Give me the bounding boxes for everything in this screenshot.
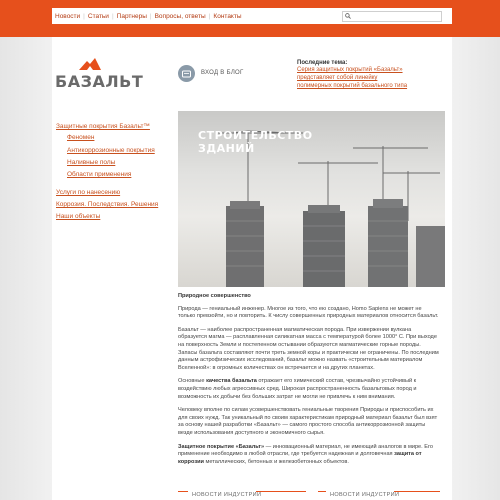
nav-links: [52, 8, 245, 24]
nav-separator: |: [208, 12, 211, 20]
blog-icon: [178, 65, 195, 82]
hero-title-line: ЗДАНИЙ: [198, 142, 255, 155]
sidebar-item-label: Антикоррозионные покрытия: [67, 147, 155, 154]
nav-item-articles[interactable]: Статьи: [87, 12, 109, 20]
divider: [178, 491, 188, 492]
sidebar-item-protective-coatings[interactable]: [56, 123, 150, 130]
sidebar-item-label: Коррозия. Последствия. Решения: [56, 201, 159, 208]
industry-news-bar: [178, 488, 440, 500]
article-paragraph: Человеку вполне по силам усовершенствовать гениальные творения Природы и приспособить их для своих нужд. Так уникальный по своим характеристикам природный материал базальт был взят за основу нашей разработки «Базальт» — самого простого способа антикоррозионной защиты везде использования доступного и экономичного сырья.: [178, 407, 438, 436]
latest-topic: [297, 60, 447, 90]
bold-text: Защитное покрытие «Базальт»: [178, 443, 265, 450]
latest-topic-link-line[interactable]: Серия защитных покрытий «Базальт»: [297, 67, 403, 73]
sidebar-item-objects[interactable]: [56, 213, 100, 220]
sidebar-item-corrosion[interactable]: [56, 201, 158, 208]
search-input[interactable]: [355, 12, 439, 21]
left-background: [0, 37, 52, 500]
sidebar-item-phenomenon[interactable]: [67, 134, 94, 141]
text-span: металлических, бетонных и железобетонных объектов.: [203, 458, 349, 465]
article-paragraph: [178, 378, 440, 401]
bold-text: защита от коррозии: [178, 451, 422, 465]
article: [178, 293, 440, 472]
latest-topic-link-line[interactable]: представляет собой линейку: [297, 75, 378, 81]
nav-separator: |: [83, 12, 85, 20]
text-span: — инновационный материал, не имеющий аналогов в мире. Его применение необходимо в любой отрасли, где требуется надежная и долговечная: [178, 443, 434, 458]
top-navigation: [52, 8, 452, 24]
bold-text: качества базальта: [206, 378, 257, 385]
divider: [256, 491, 306, 492]
nav-item-partners[interactable]: Партнеры: [116, 12, 147, 20]
sidebar-item-label: Наливные полы: [67, 159, 116, 166]
nav-separator: |: [111, 12, 114, 20]
article-heading: Природное совершенство: [178, 293, 251, 299]
nav-separator: |: [149, 12, 152, 20]
divider: [318, 491, 326, 492]
search-box[interactable]: [342, 11, 442, 22]
industry-news-left[interactable]: НОВОСТИ ИНДУСТРИИ: [192, 492, 262, 498]
sidebar-item-applications[interactable]: [67, 171, 131, 178]
sidebar-item-floors[interactable]: [67, 159, 115, 166]
text-span: отражает его химический состав, чрезвычайно устойчивый к воздействию любых агрессивных сред. Широкая распространенность базальтовых пород и возможность их добычи без больших затрат не могли не привлечь к ним внимания.: [178, 378, 417, 400]
search-icon[interactable]: [345, 13, 351, 19]
logo[interactable]: [55, 58, 144, 91]
article-paragraph: Природа — гениальный инженер. Многое из того, что ею создано, Homo Sapiens не может не только превзойти, но и повторить. К числу совершенных природных материалов относится базальт.: [178, 305, 439, 320]
nav-item-contacts[interactable]: Контакты: [213, 12, 242, 20]
divider: [394, 491, 440, 492]
hero-title-line: СТРОИТЕЛЬСТВО: [198, 129, 313, 142]
blog-login[interactable]: [178, 64, 278, 84]
latest-topic-heading: Последние тема:: [297, 60, 348, 66]
article-paragraph: [178, 444, 440, 467]
sidebar-item-anticorrosion[interactable]: [67, 147, 155, 154]
logo-mark-icon: [79, 58, 101, 70]
logo-text: БАЗАЛЬТ: [55, 72, 144, 91]
text-span: Основные: [178, 378, 207, 385]
sidebar-item-services[interactable]: [56, 189, 120, 196]
sidebar-item-label: Наши объекты: [56, 213, 101, 220]
sidebar-item-label: Феномен: [67, 134, 95, 141]
nav-item-faq[interactable]: Вопросы, ответы: [154, 12, 206, 20]
blog-login-label: ВХОД В БЛОГ: [201, 70, 244, 76]
hero-title: [198, 129, 313, 155]
sidebar-item-label: Защитные покрытия Базальт™: [56, 123, 150, 130]
industry-news-right[interactable]: НОВОСТИ ИНДУСТРИИ: [330, 492, 400, 498]
latest-topic-link-line[interactable]: полимерных покрытий базального типа: [297, 83, 408, 89]
hero-image: [178, 111, 445, 287]
sidebar-item-label: Услуги по нанесению: [56, 189, 121, 196]
sidebar-item-label: Области применения: [67, 171, 132, 178]
article-paragraph: Базальт — наиболее распространенная магматическая порода. При извержении вулкана образуется магма — расплавленная силикатная масса с температурой более 1000° С. При выходе на поверхность Земли и постепенном остывании образуются магматические горные породы. Запасы базальта составляют почти треть земной коры и практически не ограничены. По последним данным астрофизических исследований, базальт можно назвать «строительным материалом Вселенной»: в огромных количествах он встречается и на других планетах.: [178, 326, 439, 371]
nav-item-news[interactable]: Новости: [55, 12, 81, 20]
right-background: [452, 37, 500, 500]
